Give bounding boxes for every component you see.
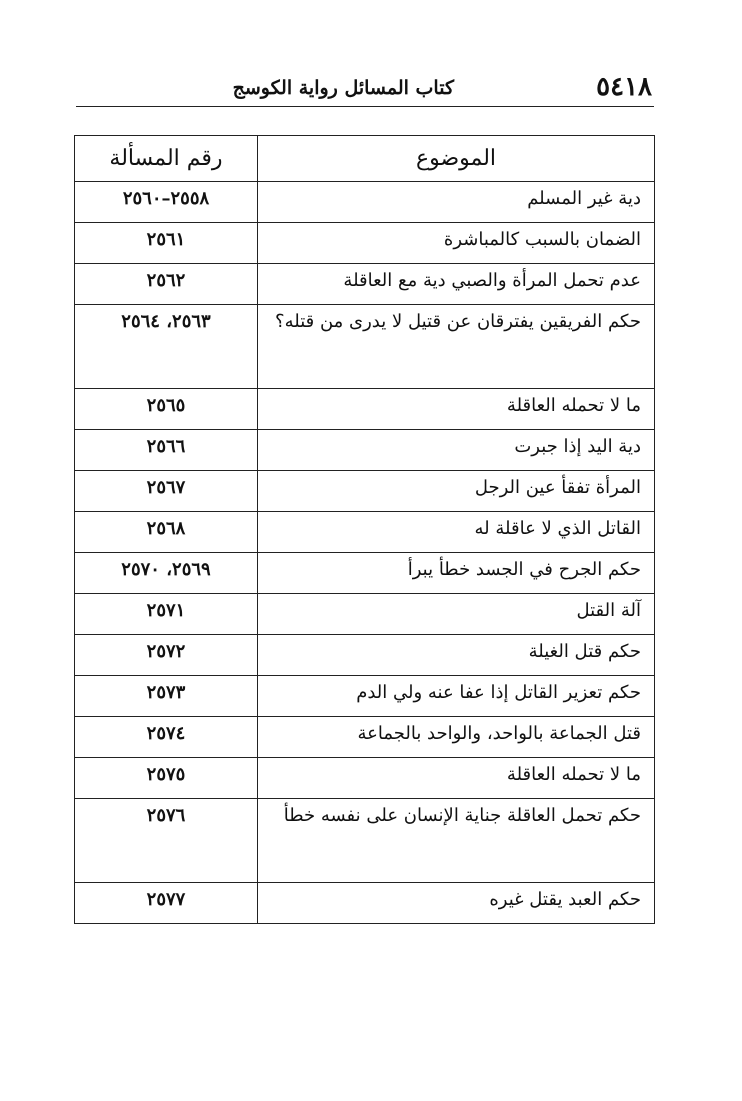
topic-cell: عدم تحمل المرأة والصبي دية مع العاقلة (258, 264, 655, 305)
table-row (75, 799, 655, 883)
table-row (75, 389, 655, 430)
table-row (75, 758, 655, 799)
topic-cell: ما لا تحمله العاقلة (258, 389, 655, 430)
issue-number-cell: ٢٥٦٧ (75, 471, 258, 512)
issue-number-cell: ٢٥٦٨ (75, 512, 258, 553)
issue-number-cell: ٢٥٦٣، ٢٥٦٤ (75, 305, 258, 389)
page-header (76, 70, 654, 107)
topic-cell: حكم قتل الغيلة (258, 635, 655, 676)
table-row (75, 264, 655, 305)
table-row (75, 471, 655, 512)
table-row (75, 430, 655, 471)
topic-cell: المرأة تفقأ عين الرجل (258, 471, 655, 512)
issue-number-cell: ٢٥٦٩، ٢٥٧٠ (75, 553, 258, 594)
issue-number-cell: ٢٥٦٢ (75, 264, 258, 305)
topic-cell: القاتل الذي لا عاقلة له (258, 512, 655, 553)
table-row (75, 305, 655, 389)
issue-number-cell: ٢٥٧٥ (75, 758, 258, 799)
topic-cell: حكم الفريقين يفترقان عن قتيل لا يدرى من قتله؟ (258, 305, 655, 389)
table-row (75, 883, 655, 924)
table-row (75, 717, 655, 758)
issue-number-cell: ٢٥٥٨–٢٥٦٠ (75, 182, 258, 223)
issue-number-cell: ٢٥٧٢ (75, 635, 258, 676)
issue-number-cell: ٢٥٧٧ (75, 883, 258, 924)
table-row (75, 512, 655, 553)
topic-cell: دية اليد إذا جبرت (258, 430, 655, 471)
table-row (75, 635, 655, 676)
topic-cell: ما لا تحمله العاقلة (258, 758, 655, 799)
topic-cell: قتل الجماعة بالواحد، والواحد بالجماعة (258, 717, 655, 758)
topic-cell: حكم تعزير القاتل إذا عفا عنه ولي الدم (258, 676, 655, 717)
topic-cell: دية غير المسلم (258, 182, 655, 223)
table-row (75, 223, 655, 264)
issue-number-cell: ٢٥٧٣ (75, 676, 258, 717)
page-number: ٥٤١٨ (596, 72, 652, 102)
column-header-topic: الموضوع (258, 136, 655, 182)
table-row (75, 553, 655, 594)
topic-cell: الضمان بالسبب كالمباشرة (258, 223, 655, 264)
issue-number-cell: ٢٥٧٤ (75, 717, 258, 758)
table-header-row (75, 136, 655, 182)
table-row (75, 182, 655, 223)
issue-number-cell: ٢٥٧٦ (75, 799, 258, 883)
issue-number-cell: ٢٥٧١ (75, 594, 258, 635)
column-header-number: رقم المسألة (75, 136, 258, 182)
topics-index-table (74, 135, 655, 924)
topic-cell: حكم تحمل العاقلة جناية الإنسان على نفسه خطأ (258, 799, 655, 883)
issue-number-cell: ٢٥٦٦ (75, 430, 258, 471)
issue-number-cell: ٢٥٦٥ (75, 389, 258, 430)
topic-cell: آلة القتل (258, 594, 655, 635)
table-row (75, 676, 655, 717)
issue-number-cell: ٢٥٦١ (75, 223, 258, 264)
topic-cell: حكم الجرح في الجسد خطأ يبرأ (258, 553, 655, 594)
book-title: كتاب المسائل رواية الكوسج (232, 77, 454, 99)
topic-cell: حكم العبد يقتل غيره (258, 883, 655, 924)
table-body (75, 182, 655, 924)
table-row (75, 594, 655, 635)
